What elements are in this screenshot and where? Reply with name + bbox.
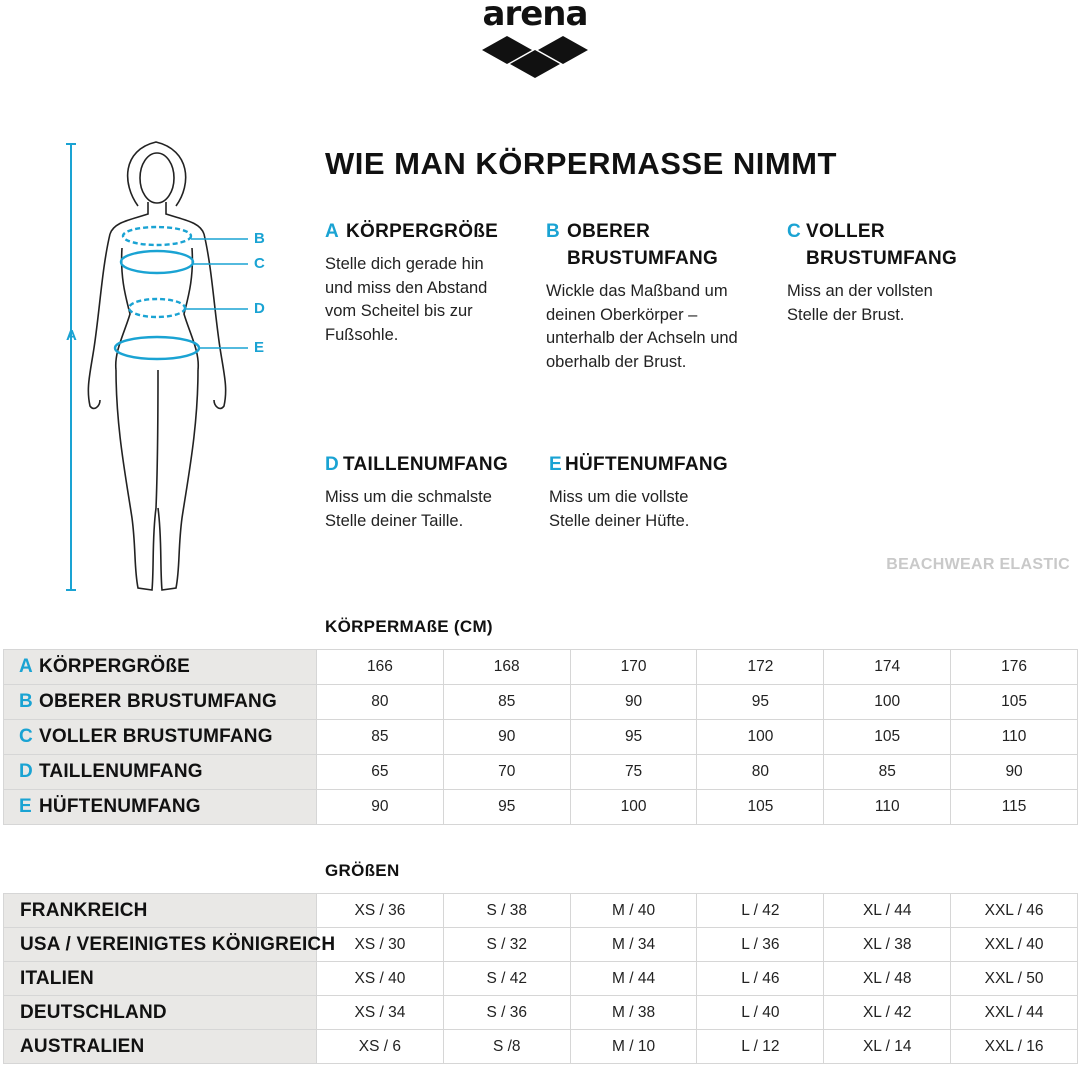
section-c-title: VOLLER	[806, 221, 885, 242]
table-cell: XL / 48	[824, 962, 951, 996]
section-b-line: deinen Oberkörper –	[546, 305, 698, 324]
section-b-heading	[546, 218, 738, 245]
row-letter: C	[19, 726, 33, 747]
row-letter: D	[19, 761, 33, 782]
table-cell: 176	[951, 650, 1078, 685]
section-a-line: Stelle dich gerade hin	[325, 255, 484, 273]
section-b-title: OBERER	[567, 221, 651, 242]
section-b-heading-line2	[546, 245, 738, 272]
table-cell: 70	[443, 755, 570, 790]
table-cell: 110	[824, 790, 951, 825]
table-cell: 105	[697, 790, 824, 825]
table-cell: XXL / 16	[951, 1030, 1078, 1064]
row-label: TAILLENUMFANG	[39, 761, 203, 782]
ring-c	[121, 251, 193, 273]
table-cell: 95	[697, 685, 824, 720]
table-cell: 174	[824, 650, 951, 685]
row-label: VOLLER BRUSTUMFANG	[39, 726, 273, 747]
table-cell: 65	[317, 755, 444, 790]
section-c	[787, 218, 957, 327]
table-cell: 105	[824, 720, 951, 755]
section-a-text	[325, 253, 498, 347]
brand-logo-diamonds-icon	[482, 36, 588, 78]
body-figure-illustration	[60, 138, 340, 598]
section-c-letter: C	[787, 221, 802, 242]
table-cell: S / 32	[443, 928, 570, 962]
row-label: KÖRPERGRÖßE	[39, 656, 191, 677]
section-e-text	[549, 486, 728, 533]
table-cell: 95	[570, 720, 697, 755]
section-b-line: unterhalb der Achseln und	[546, 329, 738, 347]
row-header: USA / VEREINIGTES KÖNIGREICH	[4, 928, 317, 962]
section-c-title-2: BRUSTUMFANG	[806, 248, 958, 269]
page-title: WIE MAN KÖRPERMASSE NIMMT	[325, 146, 837, 181]
table-cell: L / 46	[697, 962, 824, 996]
table-cell: XS / 36	[317, 894, 444, 928]
row-header	[4, 790, 317, 825]
table-cell: XXL / 46	[951, 894, 1078, 928]
section-b-letter: B	[546, 221, 561, 242]
table-cell: S / 36	[443, 996, 570, 1030]
section-e-title: HÜFTENUMFANG	[565, 454, 728, 475]
row-letter: B	[19, 691, 33, 712]
section-c-heading	[787, 218, 957, 245]
table-cell: XL / 42	[824, 996, 951, 1030]
table-cell: XXL / 44	[951, 996, 1078, 1030]
table-cell: 90	[317, 790, 444, 825]
section-b	[546, 218, 738, 374]
table-cell: S / 38	[443, 894, 570, 928]
row-header	[4, 755, 317, 790]
table-cell: L / 42	[697, 894, 824, 928]
row-label: HÜFTENUMFANG	[39, 796, 201, 817]
section-e-heading	[549, 451, 728, 478]
table-cell: 90	[951, 755, 1078, 790]
section-e-letter: E	[549, 454, 562, 475]
table-cell: XS / 30	[317, 928, 444, 962]
figure-label-d: D	[254, 300, 265, 317]
table-cell: M / 38	[570, 996, 697, 1030]
section-a-title: KÖRPERGRÖßE	[346, 221, 499, 242]
section-b-line: oberhalb der Brust.	[546, 352, 687, 371]
row-letter: E	[19, 796, 32, 817]
sizes-table	[3, 893, 1078, 1064]
table-cell: S / 42	[443, 962, 570, 996]
section-a-letter: A	[325, 221, 340, 242]
figure-label-a: A	[66, 327, 77, 344]
table-cell: XL / 38	[824, 928, 951, 962]
section-c-line: Miss an der vollsten	[787, 282, 933, 300]
section-d-letter: D	[325, 454, 340, 475]
table-cell: XL / 14	[824, 1030, 951, 1064]
section-b-title-2: BRUSTUMFANG	[567, 248, 719, 269]
table-row	[4, 996, 1078, 1030]
table-cell: 100	[697, 720, 824, 755]
figure-label-b: B	[254, 230, 265, 247]
figure-label-c: C	[254, 255, 265, 272]
table-cell: XS / 40	[317, 962, 444, 996]
section-b-text	[546, 280, 738, 374]
table-cell: XXL / 40	[951, 928, 1078, 962]
table-row	[4, 928, 1078, 962]
section-d-title: TAILLENUMFANG	[343, 454, 509, 475]
table-cell: XL / 44	[824, 894, 951, 928]
table-row	[4, 1030, 1078, 1064]
row-header: DEUTSCHLAND	[4, 996, 317, 1030]
section-a-line: und miss den Abstand	[325, 278, 488, 297]
table-cell: 75	[570, 755, 697, 790]
section-d-line: Miss um die schmalste	[325, 488, 492, 506]
section-d-line: Stelle deiner Taille.	[325, 511, 464, 530]
row-header	[4, 650, 317, 685]
row-header	[4, 720, 317, 755]
section-e-line: Stelle deiner Hüfte.	[549, 511, 690, 530]
figure-label-e: E	[254, 339, 265, 356]
section-e	[549, 451, 728, 533]
section-c-heading-line2	[787, 245, 957, 272]
table-cell: M / 44	[570, 962, 697, 996]
table-cell: 90	[443, 720, 570, 755]
table-cell: 105	[951, 685, 1078, 720]
table-cell: M / 34	[570, 928, 697, 962]
measures-table	[3, 649, 1078, 825]
row-header: FRANKREICH	[4, 894, 317, 928]
table-cell: 95	[443, 790, 570, 825]
table-cell: 85	[317, 720, 444, 755]
measures-table-caption: KÖRPERMAßE (CM)	[325, 617, 493, 636]
table-cell: S /8	[443, 1030, 570, 1064]
table-cell: 100	[824, 685, 951, 720]
row-letter: A	[19, 656, 33, 677]
table-row	[4, 720, 1078, 755]
table-cell: 80	[317, 685, 444, 720]
section-d-heading	[325, 451, 508, 478]
table-row	[4, 894, 1078, 928]
table-cell: 170	[570, 650, 697, 685]
table-cell: XS / 34	[317, 996, 444, 1030]
section-a-heading	[325, 218, 498, 245]
table-cell: 172	[697, 650, 824, 685]
section-b-line: Wickle das Maßband um	[546, 282, 728, 300]
ring-b	[123, 227, 191, 245]
section-c-text	[787, 280, 957, 327]
table-row	[4, 685, 1078, 720]
table-cell: 166	[317, 650, 444, 685]
table-cell: L / 40	[697, 996, 824, 1030]
section-a-line: Fußsohle.	[325, 325, 399, 344]
section-a	[325, 218, 498, 347]
ring-e	[115, 337, 199, 359]
table-row	[4, 790, 1078, 825]
table-cell: L / 36	[697, 928, 824, 962]
product-line-label: BEACHWEAR ELASTIC	[886, 556, 1070, 573]
section-e-line: Miss um die vollste	[549, 488, 689, 506]
row-header: ITALIEN	[4, 962, 317, 996]
table-cell: L / 12	[697, 1030, 824, 1064]
section-d-text	[325, 486, 508, 533]
table-cell: 100	[570, 790, 697, 825]
section-d	[325, 451, 508, 533]
table-cell: XXL / 50	[951, 962, 1078, 996]
table-cell: 85	[824, 755, 951, 790]
table-cell: 80	[697, 755, 824, 790]
table-cell: M / 10	[570, 1030, 697, 1064]
section-a-line: vom Scheitel bis zur	[325, 302, 473, 320]
table-row	[4, 962, 1078, 996]
table-cell: 115	[951, 790, 1078, 825]
table-row	[4, 650, 1078, 685]
row-header: AUSTRALIEN	[4, 1030, 317, 1064]
ring-d	[129, 299, 185, 317]
row-header	[4, 685, 317, 720]
table-cell: 90	[570, 685, 697, 720]
table-cell: M / 40	[570, 894, 697, 928]
table-row	[4, 755, 1078, 790]
table-cell: 168	[443, 650, 570, 685]
row-label: OBERER BRUSTUMFANG	[39, 691, 277, 712]
brand-logo-wordmark: arena	[482, 0, 588, 34]
section-c-line: Stelle der Brust.	[787, 305, 905, 324]
table-cell: 110	[951, 720, 1078, 755]
table-cell: 85	[443, 685, 570, 720]
sizes-table-caption: GRÖßEN	[325, 861, 400, 880]
table-cell: XS / 6	[317, 1030, 444, 1064]
